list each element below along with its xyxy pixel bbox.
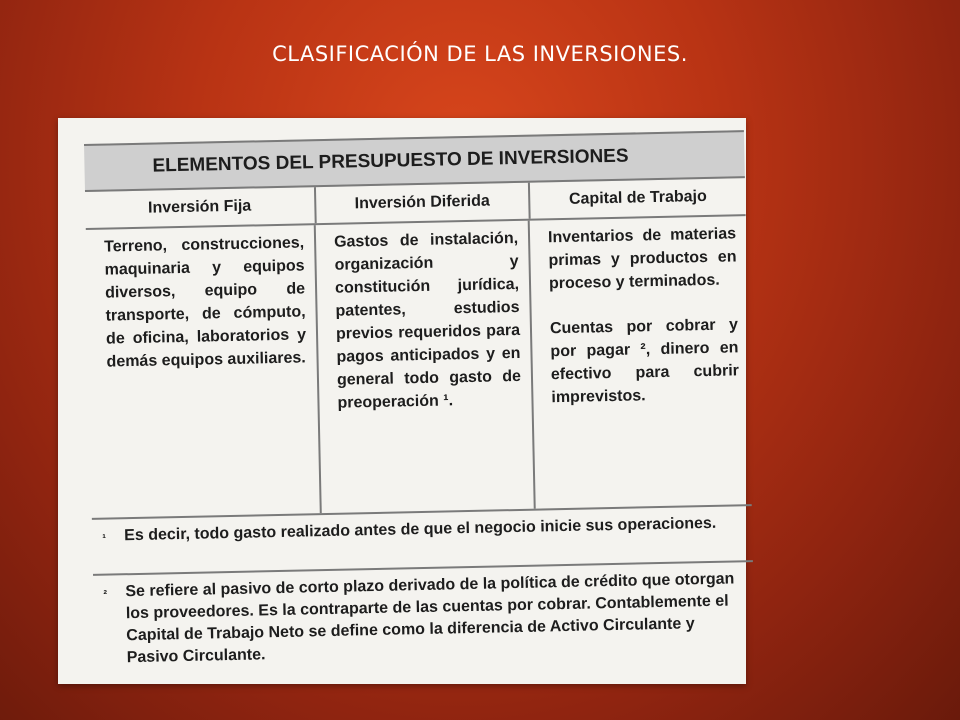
cell-text: Inventarios de materias primas y productos en proceso y terminados. [547,225,737,293]
column-capital-de-trabajo [530,216,752,508]
header-capital-de-trabajo: Capital de Trabajo [568,187,707,208]
column-inversion-fija [86,225,322,518]
cell-text: Cuentas por cobrar y por pagar ², dinero en efectivo para cubrir imprevistos. [549,316,740,407]
scanned-table-image [58,118,746,684]
investment-table [84,130,755,684]
footnote-mark: ¹ [102,532,107,545]
column-inversion-diferida [316,221,536,513]
cell-text: Gastos de instalación, organización y constitución jurídica, patentes, estudios previos requeridos para pagos anticipados y en general todo gasto de preoperación ¹. [333,229,522,412]
header-inversion-diferida: Inversión Diferida [316,183,531,223]
cell-text: Terreno, construcciones, maquinaria y equipos diversos, equipo de transporte, de cómputo, de oficina, laboratorios y demás equipos auxiliares. [103,234,307,371]
footnote-text: Se refiere al pasivo de corto plazo derivado de la política de crédito que otorgan los proveedores. Es la contraparte de las cuentas por cobrar. Contablemente el Capital de Trabajo Neto se define como la diferencia de Activo Circulante y Pasivo Circulante. [125,570,735,667]
footnote-2 [93,562,755,676]
slide-title: CLASIFICACIÓN DE LAS INVERSIONES. [272,42,688,66]
footnote-text: Es decir, todo gasto realizado antes de que el negocio inicie sus operaciones. [124,514,717,545]
header-inversion-fija: Inversión Fija [85,187,316,228]
table-body [86,216,752,520]
table-title: ELEMENTOS DEL PRESUPUESTO DE INVERSIONES [84,130,745,192]
footnote-mark: ² [103,588,108,601]
